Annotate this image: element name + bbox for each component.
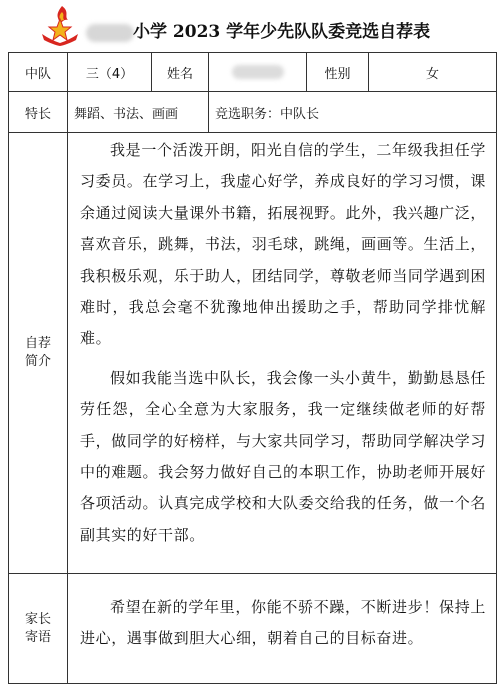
intro-label-line2: 简介 [24,354,51,369]
parent-message [68,574,497,684]
redacted-name [232,65,284,79]
intro-label [9,133,68,574]
parent-label-line1: 家长 [24,611,51,627]
specialty-label: 特长 [9,92,68,133]
parent-label [9,574,68,684]
parent-row [9,574,497,684]
redacted-school-name [86,24,134,42]
squad-value: 三（4） [68,53,152,92]
intro-paragraph-1: 我是一个活泼开朗，阳光自信的学生，二年级我担任学习委员。在学习上，我虚心好学，养成良好的学习习惯，课余通过阅读大量课外书籍，拓展视野。此外，我兴趣广泛，喜欢音乐，跳舞，书法，羽毛球，跳绳，画画等。生活上，我积极乐观，乐于助人，团结同学，尊敬老师当同学遇到困难时，我总会毫不犹豫地伸出援助之手，帮助同学排忧解难。 [80,141,486,348]
basic-info-row [9,53,497,92]
young-pioneers-badge-icon [40,4,80,46]
squad-label: 中队 [9,53,68,92]
form-header [0,0,503,52]
parent-message-text: 希望在新的学年里，你能不骄不躁，不断进步！保持上进心，遇事做到胆大心细，朝着自己的目标奋进。 [80,598,486,648]
intro-paragraph-2: 假如我能当选中队长，我会像一头小黄牛，勤勤恳恳任劳任怨，全心全意为大家服务，我一定继续做老师的好帮手，做同学的好榜样，与大家共同学习，帮助同学解决学习中的难题。我会努力做好自己的本职工作，协助老师开展好各项活动。认真完成学校和大队委交给我的任务，做一个名副其实的好干部。 [80,368,486,544]
page-title: 小学 2023 学年少先队队委竞选自荐表 [133,22,431,42]
intro-row [9,133,497,574]
self-nomination-form [8,52,497,684]
intro-label-line1: 自荐 [24,336,51,351]
position-field: 竞选职务：中队长 [209,92,497,133]
intro-content [68,133,497,574]
parent-label-line2: 寄语 [24,629,51,645]
name-label: 姓名 [152,53,209,92]
specialty-value: 舞蹈、书法、画画 [68,92,209,133]
gender-label: 性别 [307,53,369,92]
name-value [209,53,307,92]
gender-value: 女 [369,53,497,92]
specialty-row [9,92,497,133]
